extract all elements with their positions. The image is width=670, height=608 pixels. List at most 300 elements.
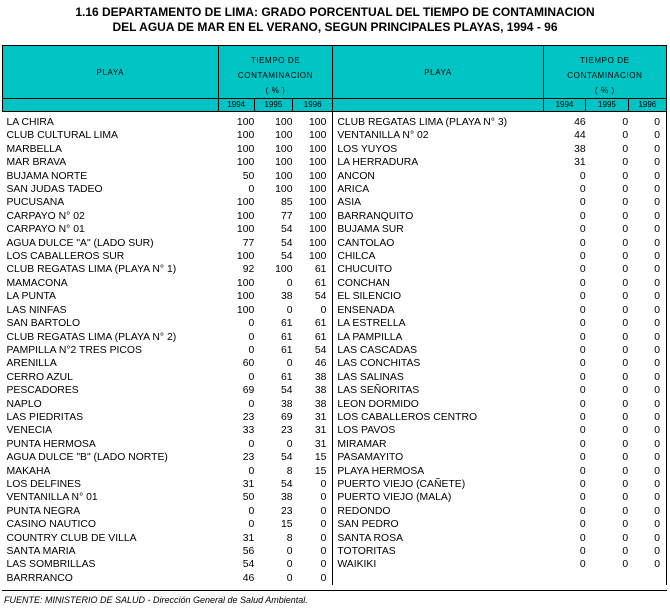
beach-name: REDONDO	[333, 505, 543, 518]
beach-name: WAIKIKI	[333, 558, 543, 571]
value-1994: 0	[579, 291, 586, 303]
value-1996: 31	[314, 438, 327, 450]
beach-name: LA ESTRELLA	[333, 317, 543, 330]
value-1996: 0	[320, 532, 327, 544]
header-tiempo-right: TIEMPO DE	[543, 53, 666, 68]
value-1995: 0	[622, 505, 629, 517]
beach-name: PUCUSANA	[6, 197, 65, 209]
value-1995: 38	[280, 398, 293, 410]
value-1994: 0	[579, 210, 586, 222]
value-1995: 100	[275, 264, 293, 276]
beach-name: TOTORITAS	[333, 545, 543, 558]
value-1996: 61	[314, 264, 327, 276]
header-pct-left: ( % )	[218, 83, 333, 99]
table-row	[3, 143, 667, 156]
table-row	[3, 491, 667, 504]
value-1996: 0	[628, 183, 666, 196]
value-1995: 54	[280, 478, 293, 490]
beach-name: AGUA DULCE "B" (LADO NORTE)	[6, 452, 168, 464]
value-1995: 0	[622, 237, 629, 249]
value-1996: 0	[628, 156, 666, 169]
value-1995: 61	[280, 331, 293, 343]
table-row	[3, 572, 667, 585]
beach-name: CANTOLAO	[333, 237, 543, 250]
value-1996: 0	[320, 559, 327, 571]
source-note: FUENTE: MINISTERIO DE SALUD - Dirección General de Salud Ambiental.	[4, 595, 308, 605]
header-playa-right: PLAYA	[333, 46, 543, 99]
value-1995: 61	[280, 318, 293, 330]
value-1994: 31	[242, 532, 255, 544]
table-row	[3, 505, 667, 518]
table-row	[3, 116, 667, 129]
value-1994: 0	[248, 344, 255, 356]
value-1994: 50	[242, 492, 255, 504]
value-1996: 0	[628, 357, 666, 370]
value-1995: 0	[286, 277, 293, 289]
value-1995: 0	[622, 358, 629, 370]
beach-name: LAS CASCADAS	[333, 344, 543, 357]
value-1994: 0	[248, 331, 255, 343]
beach-name: CERRO AZUL	[6, 371, 73, 383]
beach-name: LOS CABALLEROS SUR	[6, 251, 125, 263]
value-1994: 31	[574, 157, 586, 169]
beach-name: LA HERRADURA	[333, 156, 543, 169]
beach-name: PUERTO VIEJO (CAÑETE)	[333, 478, 543, 491]
beach-name: ARICA	[333, 183, 543, 196]
value-1996: 0	[628, 196, 666, 209]
value-1994: 100	[236, 143, 255, 155]
value-1994: 0	[579, 478, 586, 490]
value-1994: 0	[579, 304, 586, 316]
value-1995: 0	[622, 398, 629, 410]
value-1995: 85	[280, 197, 293, 209]
value-1994: 0	[579, 251, 586, 263]
value-1994: 0	[579, 371, 586, 383]
value-1996: 15	[314, 465, 327, 477]
value-1994: 100	[236, 157, 255, 169]
beach-name: LAS SOMBRILLAS	[6, 559, 96, 571]
beach-name: LAS PIEDRITAS	[6, 411, 84, 423]
value-1995: 0	[622, 385, 629, 397]
value-1994: 69	[242, 385, 255, 397]
value-1995: 0	[622, 291, 629, 303]
value-1996: 0	[628, 143, 666, 156]
value-1995: 0	[622, 532, 629, 544]
value-1995: 38	[280, 291, 293, 303]
beach-name: MARBELLA	[6, 143, 62, 155]
value-1996: 31	[314, 411, 327, 423]
value-1996: 0	[628, 478, 666, 491]
value-1994: 0	[579, 264, 586, 276]
value-1995: 0	[622, 170, 629, 182]
beach-name: LA PUNTA	[6, 291, 56, 303]
beach-name: LOS YUYOS	[333, 143, 543, 156]
beach-name: BARRANQUITO	[333, 210, 543, 223]
beach-name: MIRAMAR	[333, 438, 543, 451]
value-1996: 38	[314, 385, 327, 397]
table-title-line-2: DEL AGUA DE MAR EN EL VERANO, SEGUN PRINCIPALES PLAYAS, 1994 - 96	[112, 20, 558, 34]
value-1994: 56	[242, 546, 255, 557]
header-year-1994-left: 1994	[218, 99, 254, 112]
table-row	[3, 411, 667, 424]
value-1996: 0	[628, 532, 666, 545]
value-1995: 0	[286, 546, 293, 557]
value-1996: 0	[628, 371, 666, 384]
table-row	[3, 170, 667, 183]
value-1994: 0	[579, 331, 586, 343]
beach-name: CONCHAN	[333, 277, 543, 290]
value-1996: 0	[628, 290, 666, 303]
beach-name: CLUB REGATAS LIMA (PLAYA N° 1)	[6, 264, 177, 276]
beach-name: LAS CONCHITAS	[333, 357, 543, 370]
value-1994: 0	[579, 184, 586, 196]
value-1994: 0	[248, 519, 255, 531]
value-1996: 100	[309, 184, 327, 196]
value-1996: 0	[628, 424, 666, 437]
value-1995: 0	[622, 184, 629, 196]
value-1996	[628, 572, 666, 585]
value-1995: 54	[280, 385, 293, 397]
value-1996: 31	[314, 425, 327, 437]
value-1996: 0	[628, 116, 666, 129]
beach-name: ASIA	[333, 196, 543, 209]
value-1994: 100	[236, 130, 255, 142]
value-1994: 0	[579, 411, 586, 423]
value-1994: 46	[574, 117, 586, 128]
table-row	[3, 371, 667, 384]
value-1994: 100	[236, 251, 255, 263]
value-1995: 23	[280, 505, 293, 517]
beach-name: LA CHIRA	[6, 117, 54, 128]
value-1996: 100	[309, 251, 327, 263]
value-1996: 0	[628, 210, 666, 223]
value-1996: 0	[628, 491, 666, 504]
beach-name: CLUB CULTURAL LIMA	[6, 130, 118, 142]
value-1995: 0	[622, 331, 629, 343]
value-1994: 23	[242, 411, 255, 423]
beach-name: PAMPILLA N°2 TRES PICOS	[6, 344, 142, 356]
value-1996: 0	[628, 129, 666, 142]
value-1994: 50	[242, 170, 255, 182]
value-1994: 100	[236, 291, 255, 303]
beach-name: LAS NINFAS	[6, 304, 67, 316]
value-1994: 33	[242, 425, 255, 437]
table-row	[3, 384, 667, 397]
value-1994: 44	[574, 130, 586, 142]
value-1995: 0	[622, 143, 629, 155]
value-1996: 100	[309, 224, 327, 236]
value-1994: 0	[579, 318, 586, 330]
value-1994: 0	[248, 505, 255, 517]
table-row	[3, 478, 667, 491]
value-1995: 0	[622, 157, 629, 169]
value-1996: 0	[320, 304, 327, 316]
value-1994: 0	[579, 465, 586, 477]
value-1995: 0	[622, 130, 629, 142]
value-1994	[543, 572, 585, 585]
value-1996: 0	[628, 465, 666, 478]
value-1995: 0	[622, 210, 629, 222]
value-1994: 0	[579, 398, 586, 410]
value-1994: 100	[236, 304, 255, 316]
table-row	[3, 424, 667, 437]
value-1996: 0	[628, 170, 666, 183]
value-1995: 15	[280, 519, 293, 531]
beach-name: CLUB REGATAS LIMA (PLAYA N° 2)	[6, 331, 177, 343]
value-1996: 0	[628, 438, 666, 451]
beach-name: MAR BRAVA	[6, 157, 67, 169]
value-1994: 0	[579, 237, 586, 249]
table-bottom-rule	[2, 590, 667, 591]
header-playa-left: PLAYA	[3, 46, 219, 99]
beach-name: ANCON	[333, 170, 543, 183]
value-1994: 0	[579, 505, 586, 517]
value-1995: 54	[280, 452, 293, 464]
table-header	[3, 46, 667, 112]
value-1995: 0	[286, 438, 293, 450]
beach-name: ENSENADA	[333, 304, 543, 317]
value-1995: 0	[622, 117, 629, 128]
value-1995: 0	[286, 304, 293, 316]
value-1996: 0	[628, 545, 666, 558]
value-1996: 0	[628, 237, 666, 250]
value-1996: 0	[320, 572, 327, 584]
beach-name: EL SILENCIO	[333, 290, 543, 303]
header-pct-right: ( % )	[543, 83, 666, 99]
beach-name: ARENILLA	[6, 358, 57, 370]
value-1994: 0	[248, 438, 255, 450]
value-1996: 0	[628, 331, 666, 344]
value-1994: 77	[242, 237, 255, 249]
beach-name: NAPLO	[6, 398, 42, 410]
value-1996: 15	[314, 452, 327, 464]
value-1996: 0	[628, 344, 666, 357]
value-1996: 100	[309, 157, 327, 169]
table-row	[3, 357, 667, 370]
value-1995: 0	[622, 251, 629, 263]
value-1994: 38	[574, 143, 586, 155]
table-row	[3, 156, 667, 169]
value-1995: 0	[286, 572, 293, 584]
value-1995: 61	[280, 371, 293, 383]
beach-name: LOS DELFINES	[6, 478, 81, 490]
beach-name: VENTANILLA N° 01	[6, 492, 98, 504]
table-row	[3, 263, 667, 276]
header-year-1995-right: 1995	[586, 99, 628, 112]
value-1994: 0	[579, 492, 586, 504]
value-1995: 38	[280, 492, 293, 504]
value-1994: 31	[242, 478, 255, 490]
value-1995: 0	[622, 559, 629, 571]
value-1995: 0	[622, 452, 629, 464]
value-1996: 0	[320, 505, 327, 517]
table-row	[3, 277, 667, 290]
value-1995: 0	[622, 411, 629, 423]
value-1994: 54	[242, 559, 255, 571]
value-1995: 0	[622, 197, 629, 209]
value-1995: 0	[622, 264, 629, 276]
value-1996: 54	[314, 291, 327, 303]
beach-name: PUNTA HERMOSA	[6, 438, 96, 450]
value-1996: 0	[628, 558, 666, 571]
beach-name: PUNTA NEGRA	[6, 505, 81, 517]
value-1994: 60	[242, 358, 255, 370]
value-1996: 0	[628, 518, 666, 531]
value-1994: 0	[579, 438, 586, 450]
header-contaminacion-left: CONTAMINACION	[218, 68, 333, 83]
value-1995: 77	[280, 210, 293, 222]
value-1994: 100	[236, 224, 255, 236]
beach-name: PASAMAYITO	[333, 451, 543, 464]
value-1995: 8	[286, 465, 293, 477]
value-1996: 100	[309, 170, 327, 182]
beach-name: LOS CABALLEROS CENTRO	[333, 411, 543, 424]
value-1994: 100	[236, 277, 255, 289]
value-1994: 0	[579, 344, 586, 356]
value-1996: 100	[309, 210, 327, 222]
value-1995: 69	[280, 411, 293, 423]
value-1996: 61	[314, 331, 327, 343]
beach-name: CLUB REGATAS LIMA (PLAYA N° 3)	[333, 116, 543, 129]
value-1996: 0	[628, 505, 666, 518]
header-tiempo-left: TIEMPO DE	[218, 53, 333, 68]
value-1995: 0	[622, 304, 629, 316]
value-1994: 0	[579, 277, 586, 289]
value-1994: 0	[579, 559, 586, 571]
beach-name: LAS SEÑORITAS	[333, 384, 543, 397]
contamination-table	[2, 45, 667, 585]
beach-name: CASINO NAUTICO	[6, 519, 96, 531]
beach-name: SAN BARTOLO	[6, 318, 81, 330]
table-row	[3, 250, 667, 263]
value-1995: 54	[280, 237, 293, 249]
value-1996: 0	[628, 317, 666, 330]
value-1994: 0	[248, 184, 255, 196]
beach-name: PUERTO VIEJO (MALA)	[333, 491, 543, 504]
value-1996: 0	[628, 398, 666, 411]
value-1996: 0	[628, 223, 666, 236]
value-1994: 46	[242, 572, 255, 584]
beach-name: VENTANILLA N° 02	[333, 129, 543, 142]
value-1994: 0	[248, 398, 255, 410]
value-1994: 0	[248, 465, 255, 477]
beach-name: COUNTRY CLUB DE VILLA	[6, 532, 137, 544]
value-1994: 0	[248, 371, 255, 383]
value-1995	[586, 572, 628, 585]
value-1995: 0	[622, 425, 629, 437]
value-1996: 0	[320, 478, 327, 490]
value-1994: 0	[579, 546, 586, 557]
table-row	[3, 237, 667, 250]
table-row	[3, 532, 667, 545]
table-row	[3, 465, 667, 478]
table-row	[3, 223, 667, 236]
value-1994: 0	[579, 452, 586, 464]
table-row	[3, 196, 667, 209]
beach-name: LOS PAVOS	[333, 424, 543, 437]
value-1994: 23	[242, 452, 255, 464]
value-1995: 100	[275, 170, 293, 182]
value-1994: 0	[579, 197, 586, 209]
value-1996: 0	[628, 277, 666, 290]
value-1995: 100	[275, 117, 293, 128]
value-1995: 54	[280, 251, 293, 263]
value-1995: 23	[280, 425, 293, 437]
value-1995: 0	[622, 546, 629, 557]
beach-name: SAN JUDAS TADEO	[6, 184, 103, 196]
table-row	[3, 438, 667, 451]
table-row	[3, 545, 667, 558]
table-row	[3, 290, 667, 303]
value-1995: 61	[280, 344, 293, 356]
table-row	[3, 304, 667, 317]
table-title-line-1: 1.16 DEPARTAMENTO DE LIMA: GRADO PORCENTUAL DEL TIEMPO DE CONTAMINACION	[75, 5, 595, 19]
value-1996: 0	[628, 411, 666, 424]
table-row	[3, 558, 667, 571]
header-contaminacion-right: CONTAMINACION	[543, 68, 666, 83]
beach-name: MAMACONA	[6, 277, 68, 289]
value-1995: 8	[286, 532, 293, 544]
value-1994: 0	[579, 170, 586, 182]
value-1996: 100	[309, 143, 327, 155]
beach-name: CHILCA	[333, 250, 543, 263]
value-1996: 0	[628, 304, 666, 317]
table-row	[3, 183, 667, 196]
value-1995: 54	[280, 224, 293, 236]
table-body	[3, 112, 667, 586]
table-row	[3, 344, 667, 357]
beach-name: SAN PEDRO	[333, 518, 543, 531]
value-1995: 0	[622, 318, 629, 330]
value-1995: 0	[622, 344, 629, 356]
value-1996: 0	[628, 451, 666, 464]
beach-name: LA PAMPILLA	[333, 331, 543, 344]
value-1996: 38	[314, 371, 327, 383]
value-1996: 100	[309, 237, 327, 249]
beach-name: PESCADORES	[6, 385, 79, 397]
value-1995: 0	[622, 478, 629, 490]
beach-name: AGUA DULCE "A" (LADO SUR)	[6, 237, 154, 249]
beach-name: BUJAMA NORTE	[6, 170, 88, 182]
value-1996: 38	[314, 398, 327, 410]
value-1995: 0	[286, 559, 293, 571]
value-1994: 92	[242, 264, 255, 276]
value-1996: 0	[628, 384, 666, 397]
table-row	[3, 317, 667, 330]
beach-name: LAS SALINAS	[333, 371, 543, 384]
beach-name	[333, 572, 543, 585]
value-1995: 0	[622, 438, 629, 450]
value-1994: 100	[236, 117, 255, 128]
value-1996: 0	[320, 546, 327, 557]
beach-name: BARRRANCO	[6, 572, 73, 584]
value-1994: 0	[579, 224, 586, 236]
value-1994: 0	[579, 385, 586, 397]
table-row	[3, 129, 667, 142]
beach-name: VENECIA	[6, 425, 53, 437]
value-1995: 0	[622, 371, 629, 383]
value-1996: 54	[314, 344, 327, 356]
value-1996: 0	[628, 263, 666, 276]
value-1995: 0	[622, 519, 629, 531]
value-1995: 0	[622, 465, 629, 477]
value-1996: 100	[309, 130, 327, 142]
value-1996: 0	[320, 519, 327, 531]
value-1996: 61	[314, 277, 327, 289]
beach-name: CHUCUITO	[333, 263, 543, 276]
beach-name: CARPAYO N° 02	[6, 210, 85, 222]
header-year-1994-right: 1994	[543, 99, 585, 112]
